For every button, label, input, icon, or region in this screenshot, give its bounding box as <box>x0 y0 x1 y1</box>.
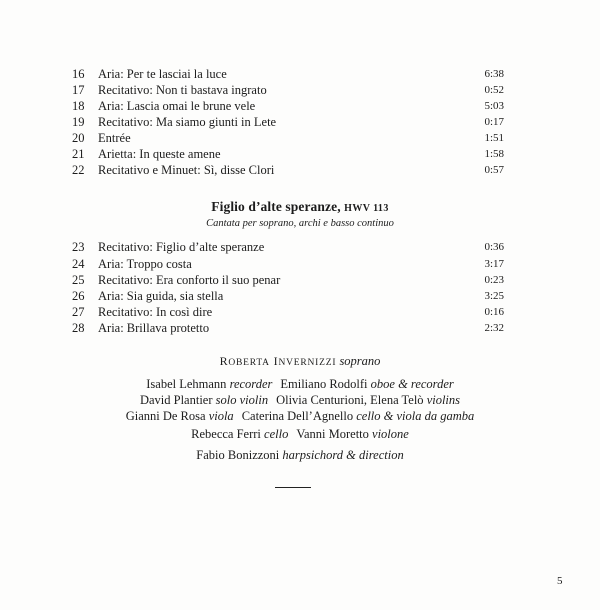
track-row <box>0 82 600 98</box>
track-number: 26 <box>72 289 85 303</box>
work-catalogue-number: HWV 113 <box>344 203 389 214</box>
soloist-role: soprano <box>339 354 381 368</box>
work-subtitle: Cantata per soprano, archi e basso continuo <box>206 218 394 229</box>
track-title: Recitativo: Era conforto il suo penar <box>98 273 281 287</box>
track-number: 21 <box>72 147 85 161</box>
track-title: Recitativo e Minuet: Sì, disse Clori <box>98 163 275 177</box>
track-row <box>0 272 600 288</box>
performer-role: violone <box>372 427 409 441</box>
performer-role: cello & viola da gamba <box>356 409 475 423</box>
track-row <box>0 66 600 82</box>
performer-name: Emiliano Rodolfi <box>280 377 368 391</box>
track-duration: 1:51 <box>484 132 504 144</box>
performer-role: cello <box>264 427 289 441</box>
track-number: 24 <box>72 257 85 271</box>
work-title-text: Figlio d’alte speranze, <box>211 199 341 214</box>
track-duration: 1:58 <box>484 148 504 160</box>
track-row <box>0 98 600 114</box>
soloist-name <box>220 354 337 368</box>
track-duration: 0:57 <box>484 164 504 176</box>
track-number: 17 <box>72 83 85 97</box>
track-number: 16 <box>72 67 85 81</box>
divider-rule <box>275 487 311 488</box>
performer-role: viola <box>208 409 234 423</box>
track-row <box>0 288 600 304</box>
track-duration: 0:16 <box>484 306 504 318</box>
performer-role: violins <box>426 393 461 407</box>
director-credit <box>0 447 600 463</box>
performer-name: Caterina Dell’Agnello <box>241 409 354 423</box>
page-number: 5 <box>557 575 563 587</box>
track-row <box>0 130 600 146</box>
track-duration: 6:38 <box>484 68 504 80</box>
performer-name: Isabel Lehmann <box>146 377 227 391</box>
performer-name: Rebecca Ferri <box>191 427 261 441</box>
track-title: Aria: Troppo costa <box>98 257 192 271</box>
soloist-name-text: ROBERTA INVERNIZZI <box>219 354 337 368</box>
track-duration: 5:03 <box>484 100 504 112</box>
track-title: Recitativo: Non ti bastava ingrato <box>98 83 267 97</box>
track-duration: 2:32 <box>484 322 504 334</box>
performer-name: Vanni Moretto <box>296 427 369 441</box>
director-role: harpsichord & direction <box>282 448 404 462</box>
track-title: Entrée <box>98 131 131 145</box>
performer-name: Gianni De Rosa <box>125 409 206 423</box>
track-number: 27 <box>72 305 85 319</box>
track-row <box>0 304 600 320</box>
track-row <box>0 239 600 255</box>
performer-name: Olivia Centurioni, Elena Telò <box>276 393 424 407</box>
track-number: 23 <box>72 240 85 254</box>
track-title: Aria: Per te lasciai la luce <box>98 67 227 81</box>
track-number: 20 <box>72 131 85 145</box>
track-duration: 3:25 <box>484 290 504 302</box>
track-row <box>0 114 600 130</box>
track-number: 19 <box>72 115 85 129</box>
work-title <box>0 199 600 215</box>
track-duration: 3:17 <box>484 258 504 270</box>
track-row <box>0 320 600 336</box>
performer-role: oboe & recorder <box>370 377 454 391</box>
track-title: Aria: Lascia omai le brune vele <box>98 99 256 113</box>
track-duration: 0:52 <box>484 84 504 96</box>
track-number: 22 <box>72 163 85 177</box>
soloist-credit <box>0 353 600 371</box>
director-name: Fabio Bonizzoni <box>196 448 280 462</box>
performer-name: David Plantier <box>139 393 213 407</box>
performers-line <box>0 392 600 408</box>
track-number: 18 <box>72 99 85 113</box>
performers-line <box>0 426 600 442</box>
track-title: Recitativo: Figlio d’alte speranze <box>98 240 265 254</box>
track-title: Aria: Sia guida, sia stella <box>98 289 224 303</box>
track-title: Arietta: In queste amene <box>98 147 221 161</box>
track-title: Recitativo: Ma siamo giunti in Lete <box>98 115 277 129</box>
track-number: 28 <box>72 321 85 335</box>
track-duration: 0:36 <box>484 241 504 253</box>
performer-role: solo violin <box>215 393 269 407</box>
track-number: 25 <box>72 273 85 287</box>
track-duration: 0:23 <box>484 274 504 286</box>
track-row <box>0 146 600 162</box>
track-title: Aria: Brillava protetto <box>98 321 210 335</box>
performers-line <box>0 408 600 424</box>
track-row <box>0 162 600 178</box>
performers-line <box>0 376 600 392</box>
track-row <box>0 256 600 272</box>
track-title: Recitativo: In così dire <box>98 305 213 319</box>
track-duration: 0:17 <box>484 116 504 128</box>
performer-role: recorder <box>229 377 273 391</box>
